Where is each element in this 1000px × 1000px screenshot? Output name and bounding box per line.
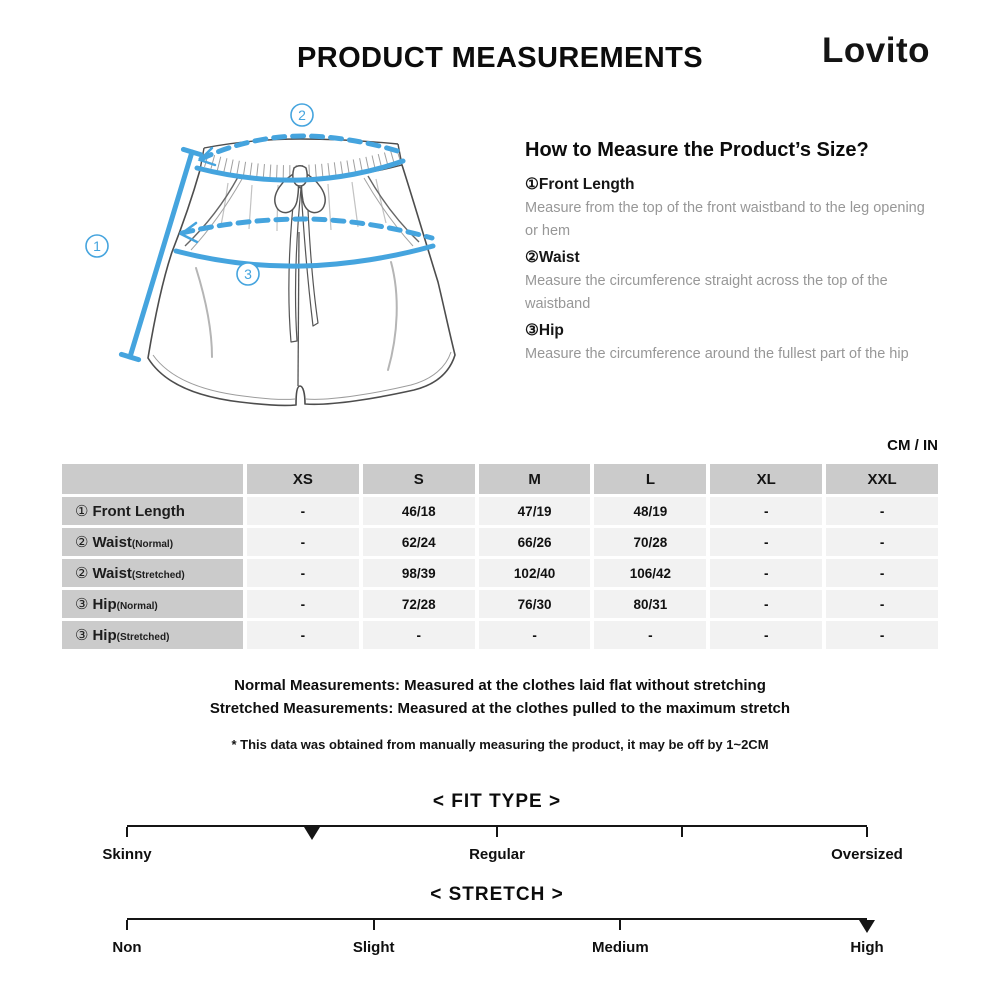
cell-value: - <box>479 621 591 649</box>
stretch-title: < STRETCH > <box>430 884 564 905</box>
col-header-l: L <box>594 464 706 494</box>
axis-tick <box>126 920 128 930</box>
cell-value: 76/30 <box>479 590 591 618</box>
cell-value: - <box>247 559 359 587</box>
disclaimer-note: * This data was obtained from manually measuring the product, it may be off by 1~2CM <box>231 737 769 752</box>
fit-type-axis <box>127 825 867 840</box>
cell-value: 47/19 <box>479 497 591 525</box>
cell-value: 80/31 <box>594 590 706 618</box>
fit-label-oversized: Oversized <box>831 846 903 863</box>
axis-tick <box>866 827 868 837</box>
row-number: ③ <box>75 596 89 613</box>
cell-value: 72/28 <box>363 590 475 618</box>
item-num: ① <box>525 176 539 193</box>
drawstring-bow <box>275 166 325 342</box>
units-label: CM / IN <box>887 437 938 454</box>
cell-value: - <box>247 497 359 525</box>
cell-value: - <box>594 621 706 649</box>
col-header-xl: XL <box>710 464 822 494</box>
stretch-label-slight: Slight <box>352 939 395 956</box>
row-subtitle: (Stretched) <box>116 632 170 643</box>
page-title: PRODUCT MEASUREMENTS <box>297 42 703 74</box>
corner-cell <box>62 464 243 494</box>
col-header-xxl: XXL <box>826 464 938 494</box>
item-num: ② <box>525 249 539 266</box>
lovito-logo: Lovito <box>822 31 930 70</box>
cell-value: - <box>247 621 359 649</box>
item-desc: Measure from the top of the front waistband to the leg opening or hem <box>525 200 925 239</box>
cell-value: 66/26 <box>479 528 591 556</box>
center-seam <box>298 232 299 386</box>
cell-value: - <box>247 528 359 556</box>
cell-value: 70/28 <box>594 528 706 556</box>
cell-value: - <box>710 621 822 649</box>
note-normal: Normal Measurements: Measured at the clothes laid flat without stretching <box>234 677 766 694</box>
row-label <box>62 559 243 587</box>
callout-front-length-number: 1 <box>93 238 101 254</box>
table-row <box>62 559 938 587</box>
cell-value: - <box>826 559 938 587</box>
fit-label-regular: Regular <box>469 846 525 863</box>
cell-value: 46/18 <box>363 497 475 525</box>
fit-type-scale <box>102 791 903 866</box>
row-subtitle: (Normal) <box>116 601 158 612</box>
stretch-marker-icon <box>859 920 875 933</box>
cell-value: - <box>710 497 822 525</box>
fit-type-marker-icon <box>304 827 320 840</box>
cell-value: - <box>363 621 475 649</box>
cell-value: 98/39 <box>363 559 475 587</box>
stretch-scale <box>112 884 884 959</box>
cell-value: - <box>247 590 359 618</box>
row-subtitle: (Normal) <box>131 539 174 550</box>
item-name: Waist <box>538 249 580 266</box>
item-name: Front Length <box>538 176 635 193</box>
cell-value: - <box>826 590 938 618</box>
row-number: ③ <box>75 627 89 644</box>
row-title: Hip <box>92 627 117 644</box>
callout-waist-number: 2 <box>298 107 306 123</box>
item-desc: Measure the circumference around the fullest part of the hip <box>525 346 909 362</box>
stretch-label-medium: Medium <box>591 939 649 956</box>
cell-value: - <box>710 590 822 618</box>
col-header-s: S <box>363 464 475 494</box>
axis-tick <box>681 827 683 837</box>
row-label <box>62 621 243 649</box>
axis-tick <box>619 920 621 930</box>
row-number: ① <box>75 503 89 520</box>
size-table <box>58 461 942 652</box>
row-title: Waist <box>92 534 132 551</box>
row-title: Waist <box>92 565 132 582</box>
note-stretched: Stretched Measurements: Measured at the clothes pulled to the maximum stretch <box>209 699 791 717</box>
cell-value: 62/24 <box>363 528 475 556</box>
row-title: Hip <box>92 596 117 613</box>
row-label <box>62 528 243 556</box>
table-header-row <box>62 464 938 494</box>
how-to-measure-section <box>525 139 927 369</box>
axis-tick <box>126 827 128 837</box>
item-desc: Measure the circumference straight across the top of the waistband <box>525 273 888 312</box>
shorts-diagram <box>60 95 530 435</box>
table-row <box>62 590 938 618</box>
table-row <box>62 497 938 525</box>
how-to-title: How to Measure the Product’s Size? <box>525 139 869 161</box>
col-header-xs: XS <box>247 464 359 494</box>
front-length-cap-top <box>183 149 200 154</box>
item-num: ③ <box>525 322 539 339</box>
stretch-label-non: Non <box>112 939 142 956</box>
row-number: ② <box>75 534 89 551</box>
front-length-cap-bottom <box>121 354 138 359</box>
table-row <box>62 528 938 556</box>
row-title: Front Length <box>92 503 185 520</box>
cell-value: - <box>826 528 938 556</box>
fit-label-skinny: Skinny <box>102 846 152 863</box>
cell-value: - <box>826 621 938 649</box>
cell-value: - <box>826 497 938 525</box>
row-number: ② <box>75 565 89 582</box>
fit-type-title: < FIT TYPE > <box>432 791 562 812</box>
row-subtitle: (Stretched) <box>131 570 185 581</box>
cell-value: 48/19 <box>594 497 706 525</box>
how-to-item-front-length <box>525 173 927 243</box>
stretch-axis <box>127 918 867 933</box>
cell-value: - <box>710 528 822 556</box>
row-label <box>62 497 243 525</box>
axis-tick <box>496 827 498 837</box>
col-header-m: M <box>479 464 591 494</box>
how-to-item-waist <box>525 246 927 316</box>
how-to-item-hip <box>525 319 927 366</box>
cell-value: 106/42 <box>594 559 706 587</box>
stretch-label-high: High <box>850 939 884 956</box>
row-label <box>62 590 243 618</box>
hip-solid-arc <box>176 246 433 266</box>
item-name: Hip <box>538 322 564 339</box>
table-row <box>62 621 938 649</box>
cell-value: - <box>710 559 822 587</box>
callout-hip-number: 3 <box>244 266 252 282</box>
measurement-notes <box>0 675 1000 752</box>
axis-tick <box>373 920 375 930</box>
cell-value: 102/40 <box>479 559 591 587</box>
